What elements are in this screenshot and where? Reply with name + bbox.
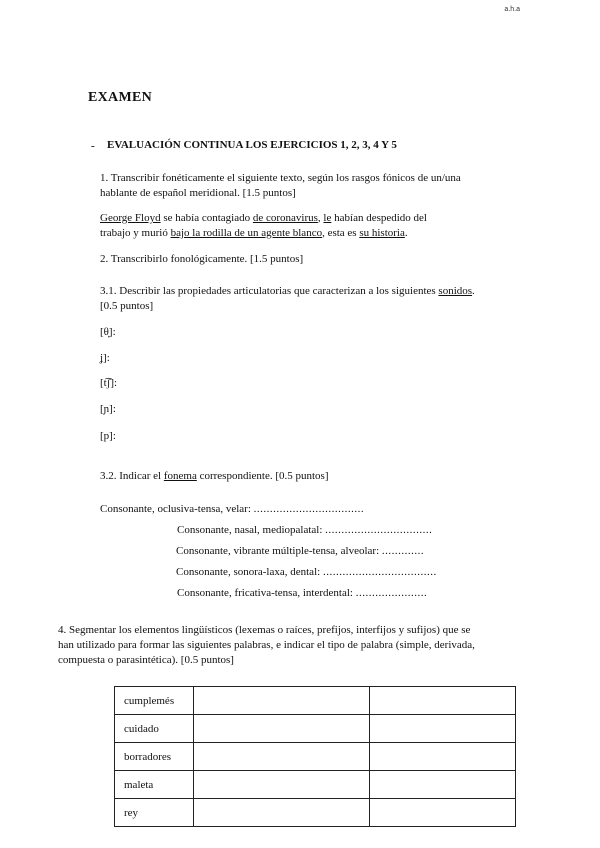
sound-item: [t͡ʃ]: xyxy=(100,377,118,389)
consonant-label: Consonante, fricativa-tensa, interdental: xyxy=(177,587,353,599)
word-cell: borradores xyxy=(115,743,194,771)
question-4-line-1: 4. Segmentar los elementos lingüísticos (lexemas o raíces, prefijos, interfijos y sufijos) que se xyxy=(58,624,471,636)
answer-blank: ................................... xyxy=(322,566,437,578)
word-type-cell[interactable] xyxy=(370,687,516,715)
transcription-line-2 xyxy=(100,226,427,241)
segmentation-cell[interactable] xyxy=(193,687,369,715)
table-row xyxy=(115,799,516,827)
consonant-label: Consonante, vibrante múltiple-tensa, alveolar: xyxy=(176,545,380,557)
question-4-line-2: han utilizado para formar las siguientes palabras, e indicar el tipo de palabra (simple, derivada, xyxy=(58,639,475,651)
segmentation-cell[interactable] xyxy=(193,743,369,771)
text-fragment: , esta es xyxy=(322,227,360,239)
sound-item: [θ̟]: xyxy=(100,326,116,338)
question-1-line-2: hablante de español meridional. [1.5 puntos] xyxy=(100,187,296,199)
section-bullet: - xyxy=(91,140,95,152)
question-2: 2. Transcribirlo fonológicamente. [1.5 puntos] xyxy=(100,253,304,265)
consonant-item xyxy=(177,524,432,536)
text-fragment: de coronavirus xyxy=(252,212,318,224)
word-type-cell[interactable] xyxy=(370,799,516,827)
page-title: EXAMEN xyxy=(88,90,153,105)
question-1 xyxy=(100,171,461,201)
word-cell: cumplemés xyxy=(115,687,194,715)
question-3-2 xyxy=(100,470,329,482)
consonant-item xyxy=(176,566,437,578)
text-fragment: habían despedido del xyxy=(331,212,427,224)
word-type-cell[interactable] xyxy=(370,743,516,771)
text-fragment: fonema xyxy=(163,470,197,482)
sound-item: [ɲ]: xyxy=(100,403,116,415)
question-1-line-1: 1. Transcribir fonéticamente el siguiente texto, según los rasgos fónicos de un/una xyxy=(100,172,461,184)
answer-blank: ............. xyxy=(381,545,425,557)
segmentation-cell[interactable] xyxy=(193,799,369,827)
word-type-cell[interactable] xyxy=(370,715,516,743)
word-type-cell[interactable] xyxy=(370,771,516,799)
section-title: EVALUACIÓN CONTINUA LOS EJERCICIOS 1, 2, 3, 4 Y 5 xyxy=(107,139,397,151)
consonant-label: Consonante, oclusiva-tensa, velar: xyxy=(100,503,251,515)
text-fragment: . xyxy=(404,227,408,239)
word-cell: maleta xyxy=(115,771,194,799)
text-fragment: bajo la rodilla de un agente blanco xyxy=(170,227,323,239)
table-row xyxy=(115,715,516,743)
text-fragment: trabajo y murió xyxy=(100,227,171,239)
question-4-line-3: compuesta o parasintética). [0.5 puntos] xyxy=(58,654,234,666)
sound-item: [p]: xyxy=(100,430,116,442)
consonant-item xyxy=(176,545,424,557)
question-3-1-line-1 xyxy=(100,284,475,299)
consonant-item xyxy=(100,503,364,515)
consonant-label: Consonante, sonora-laxa, dental: xyxy=(176,566,321,578)
text-fragment: 3.1. Describir las propiedades articulatorias que caracterizan a los siguientes xyxy=(100,285,439,297)
segmentation-table xyxy=(114,686,516,827)
text-fragment: sonidos xyxy=(438,285,473,297)
answer-blank: ...................... xyxy=(355,587,428,599)
transcription-line-1 xyxy=(100,211,427,226)
segmentation-cell[interactable] xyxy=(193,771,369,799)
text-fragment: correspondiente. [0.5 puntos] xyxy=(196,470,329,482)
text-fragment: su historia xyxy=(359,227,405,239)
transcription-text xyxy=(100,211,427,241)
answer-blank: .................................. xyxy=(253,503,365,515)
table-row xyxy=(115,687,516,715)
question-3-1-line-2: [0.5 puntos] xyxy=(100,300,154,312)
table-row xyxy=(115,771,516,799)
word-cell: cuidado xyxy=(115,715,194,743)
consonant-item xyxy=(177,587,427,599)
text-fragment: , xyxy=(317,212,324,224)
text-fragment: le xyxy=(323,212,332,224)
word-cell: rey xyxy=(115,799,194,827)
text-fragment: 3.2. Indicar el xyxy=(100,470,164,482)
question-3-1 xyxy=(100,284,475,314)
text-fragment: . xyxy=(472,285,475,297)
page-initials: a.h.a xyxy=(504,6,520,13)
text-fragment: George Floyd xyxy=(100,212,161,224)
table-row xyxy=(115,743,516,771)
sound-item: ʝ]: xyxy=(100,352,110,364)
text-fragment: se había contagiado xyxy=(160,212,253,224)
question-4 xyxy=(58,623,528,668)
segmentation-cell[interactable] xyxy=(193,715,369,743)
answer-blank: ................................. xyxy=(325,524,433,536)
consonant-label: Consonante, nasal, mediopalatal: xyxy=(177,524,323,536)
